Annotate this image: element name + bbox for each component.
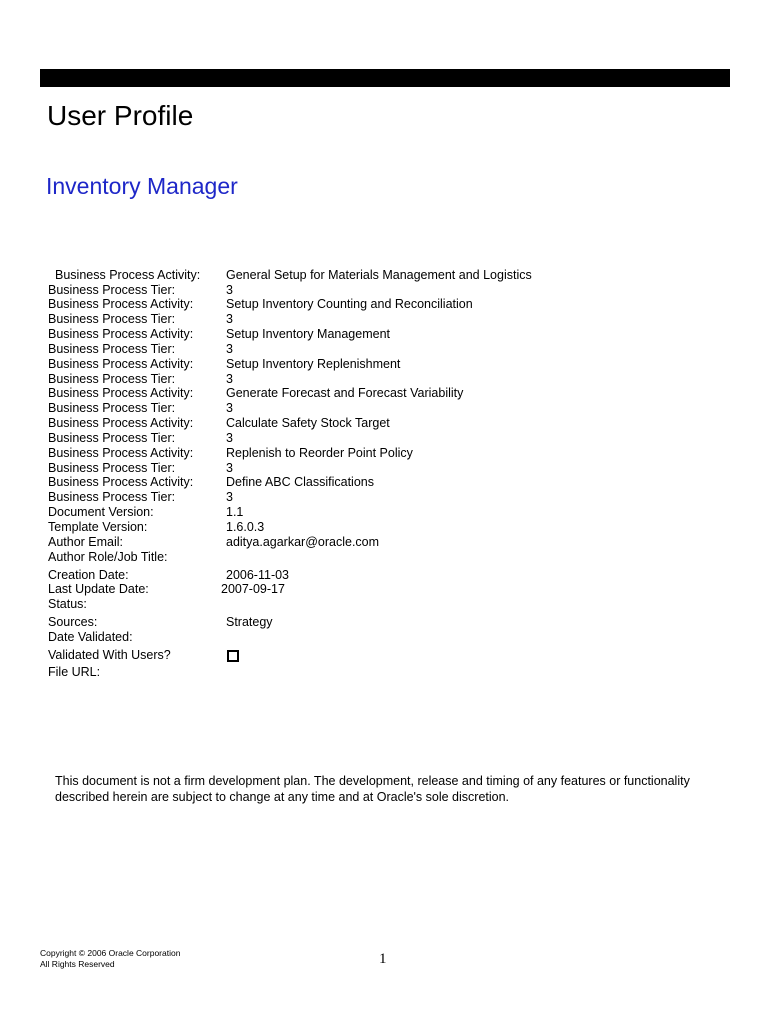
field-label: File URL:	[48, 665, 101, 679]
field-value: Strategy	[226, 615, 273, 629]
field-value: General Setup for Materials Management and Logistics	[226, 268, 532, 282]
field-label: Business Process Tier:	[48, 312, 176, 326]
field-label: Validated With Users?	[48, 648, 171, 662]
field-value: 3	[226, 461, 233, 475]
field-label: Date Validated:	[48, 630, 133, 644]
field-value: 3	[226, 490, 233, 504]
field-value: 2007-09-17	[221, 582, 285, 596]
field-label: Business Process Activity:	[48, 297, 194, 311]
field-value: Replenish to Reorder Point Policy	[226, 446, 413, 460]
field-label: Business Process Activity:	[48, 416, 194, 430]
field-label: Business Process Activity:	[48, 475, 194, 489]
field-value: 3	[226, 401, 233, 415]
disclaimer-line-2: described herein are subject to change at any time and at Oracle's sole discretion.	[55, 790, 510, 804]
field-value: Generate Forecast and Forecast Variability	[226, 386, 464, 400]
field-value: Calculate Safety Stock Target	[226, 416, 390, 430]
page-subtitle: Inventory Manager	[46, 173, 238, 199]
field-value: Setup Inventory Counting and Reconciliation	[226, 297, 473, 311]
field-label: Business Process Tier:	[48, 372, 176, 386]
field-value: aditya.agarkar@oracle.com	[226, 535, 380, 549]
field-label: Business Process Activity:	[48, 446, 194, 460]
field-value: Setup Inventory Replenishment	[226, 357, 401, 371]
field-label: Author Email:	[48, 535, 124, 549]
field-value: Setup Inventory Management	[226, 327, 390, 341]
field-label: Business Process Tier:	[48, 342, 176, 356]
page-title: User Profile	[47, 100, 194, 131]
footer-copyright	[40, 948, 180, 970]
field-label: Business Process Tier:	[48, 490, 176, 504]
field-value: 3	[226, 431, 233, 445]
field-label: Business Process Activity:	[48, 357, 194, 371]
field-value: 1.6.0.3	[226, 520, 265, 534]
field-label: Template Version:	[48, 520, 148, 534]
disclaimer-line-1: This document is not a firm development plan. The development, release and timing of any features or functionality	[55, 774, 690, 788]
field-label: Document Version:	[48, 505, 154, 519]
field-label: Creation Date:	[48, 568, 129, 582]
field-label: Business Process Tier:	[48, 283, 176, 297]
field-label: Author Role/Job Title:	[48, 550, 168, 564]
field-value: 1.1	[226, 505, 244, 519]
copyright-text: Copyright © 2006 Oracle Corporation	[40, 948, 181, 958]
field-label: Business Process Activity:	[48, 327, 194, 341]
field-value: 3	[226, 312, 233, 326]
field-label: Business Process Activity:	[55, 268, 201, 282]
disclaimer	[55, 773, 735, 805]
field-value: 3	[226, 283, 233, 297]
page-number: 1	[379, 951, 387, 967]
field-label: Business Process Activity:	[48, 386, 194, 400]
field-label: Business Process Tier:	[48, 401, 176, 415]
field-value: 3	[226, 372, 233, 386]
field-value: 2006-11-03	[226, 568, 290, 582]
field-label: Status:	[48, 597, 87, 611]
field-label: Business Process Tier:	[48, 431, 176, 445]
field-value: 3	[226, 342, 233, 356]
rights-text: All Rights Reserved	[40, 959, 115, 969]
field-label: Business Process Tier:	[48, 461, 176, 475]
field-value: Define ABC Classifications	[226, 475, 374, 489]
field-label: Last Update Date:	[48, 582, 149, 596]
field-label: Sources:	[48, 615, 98, 629]
validated-checkbox[interactable]	[227, 650, 239, 662]
